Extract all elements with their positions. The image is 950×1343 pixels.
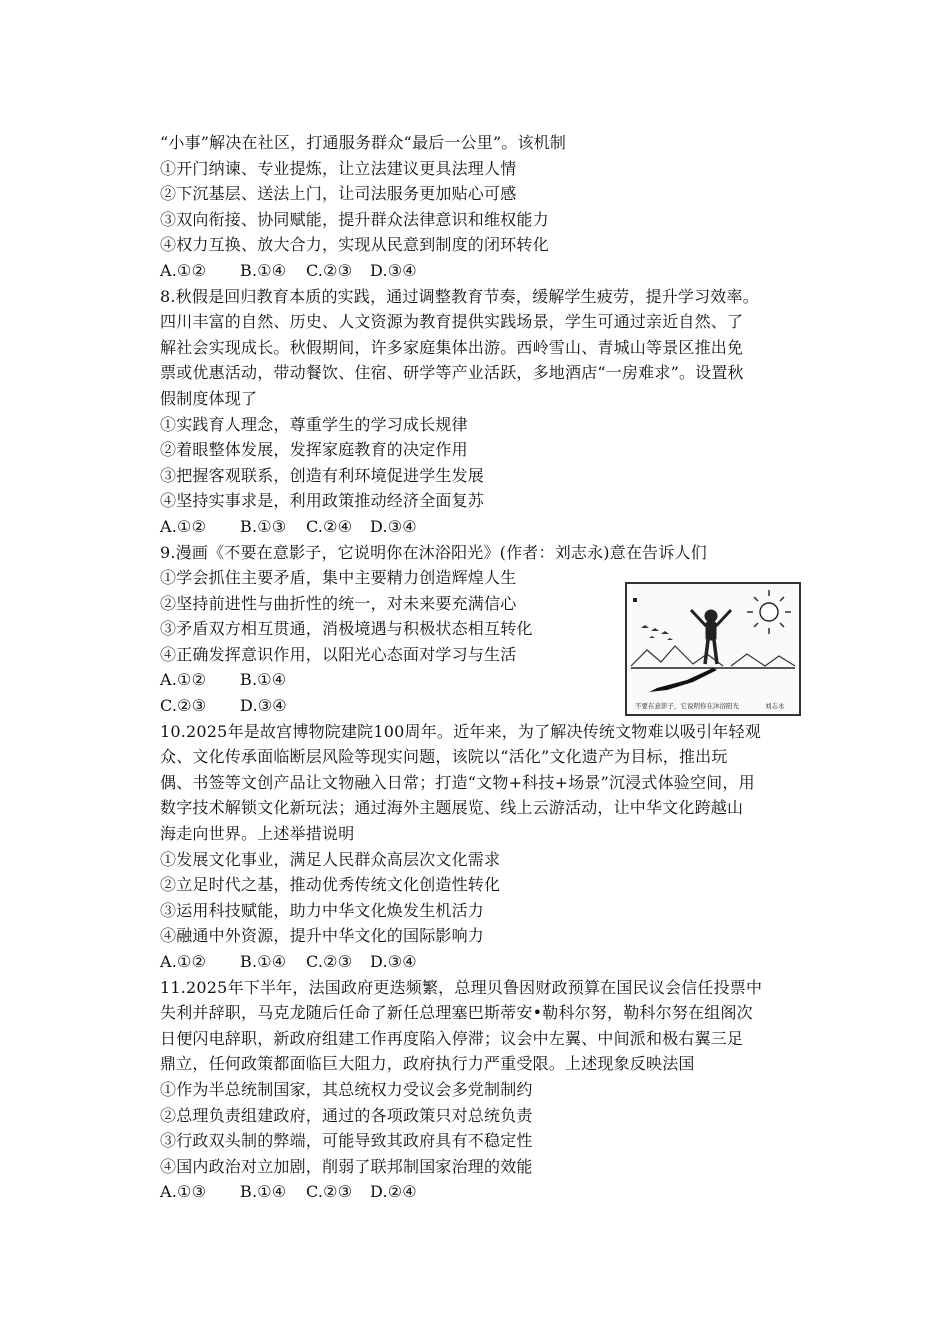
answer-b: B.①④: [240, 260, 287, 280]
question-8-stem-line: 解社会实现成长。秋假期间，许多家庭集体出游。西岭雪山、青城山等景区推出免: [160, 337, 744, 357]
question-11-stem-line: 日便闪电辞职，新政府组建工作再度陷入停滞；议会中左翼、中间派和极右翼三足: [160, 1028, 744, 1048]
cartoon-author: 刘志永: [765, 701, 785, 710]
option-4: ④正确发挥意识作用，以阳光心态面对学习与生活: [160, 644, 517, 664]
answer-c: C.②③: [160, 696, 207, 716]
question-10-stem-line: 偶、书签等文创产品让文物融入日常；打造“文物+科技+场景”沉浸式体验空间，用: [160, 772, 755, 792]
answer-d: D.③④: [370, 516, 417, 536]
answer-a: A.①②: [160, 516, 207, 536]
option-2: ②坚持前进性与曲折性的统一，对未来要充满信心: [160, 593, 517, 613]
question-8-stem-line: 票或优惠活动，带动餐饮、住宿、研学等产业活跃，多地酒店“一房难求”。设置秋: [160, 363, 744, 383]
answer-d: D.③④: [240, 696, 287, 716]
answer-choices: [160, 514, 850, 540]
question-7: [160, 130, 850, 284]
answer-choices: [160, 949, 850, 975]
question-10-stem-line: 众、文化传承面临断层风险等现实问题，该院以“活化”文化遗产为目标，推出玩: [160, 747, 728, 767]
answer-c: C.②③: [306, 952, 353, 971]
option-4: ④国内政治对立加剧，削弱了联邦制国家治理的效能: [160, 1156, 533, 1176]
question-7-intro: “小事”解决在社区，打通服务群众“最后一公里”。该机制: [160, 133, 567, 152]
option-3: ③把握客观联系，创造有利环境促进学生发展: [160, 465, 485, 485]
question-10-stem-line: 10.2025年是故宫博物院建院100周年。近年来，为了解决传统文物难以吸引年轻观: [160, 721, 761, 741]
option-3: ③双向衔接、协同赋能，提升群众法律意识和维权能力: [160, 209, 549, 229]
answer-b: B.①④: [240, 952, 287, 971]
option-2: ②总理负责组建政府，通过的各项政策只对总统负责: [160, 1105, 533, 1125]
answer-d: D.③④: [370, 952, 417, 971]
question-11-stem-line: 失利并辞职，马克龙随后任命了新任总理塞巴斯蒂安•勒科尔努，勒科尔努在组阁次: [160, 1003, 753, 1023]
question-8-stem-line: 假制度体现了: [160, 388, 258, 408]
answer-c: C.②③: [306, 260, 353, 280]
option-3: ③矛盾双方相互贯通，消极境遇与积极状态相互转化: [160, 619, 533, 639]
answer-choices: [160, 1179, 850, 1205]
option-3: ③行政双头制的弊端，可能导致其政府具有不稳定性: [160, 1131, 533, 1151]
question-11-stem-line: 鼎立，任何政策都面临巨大阻力，政府执行力严重受限。上述现象反映法国: [160, 1054, 695, 1074]
option-1: ①实践育人理念，尊重学生的学习成长规律: [160, 414, 468, 434]
answer-a: A.①②: [160, 670, 207, 690]
option-2: ②下沉基层、送法上门，让司法服务更加贴心可感: [160, 184, 517, 204]
question-9: [160, 540, 850, 719]
question-10: [160, 719, 850, 975]
option-1: ①学会抓住主要矛盾，集中主要精力创造辉煌人生: [160, 568, 517, 588]
question-8-stem-line: 8.秋假是回归教育本质的实践，通过调整教育节奏，缓解学生疲劳，提升学习效率。: [160, 286, 759, 306]
option-2: ②着眼整体发展，发挥家庭教育的决定作用: [160, 440, 468, 460]
option-1: ①发展文化事业，满足人民群众高层次文化需求: [160, 849, 501, 869]
option-4: ④坚持实事求是，利用政策推动经济全面复苏: [160, 491, 485, 511]
option-2: ②立足时代之基，推动优秀传统文化创造性转化: [160, 875, 501, 895]
cartoon-image: [625, 582, 801, 716]
question-8: [160, 284, 850, 540]
answer-a: A.①③: [160, 1182, 207, 1202]
option-4: ④权力互换、放大合力，实现从民意到制度的闭环转化: [160, 235, 549, 255]
answer-d: D.②④: [370, 1182, 417, 1202]
cartoon-drawing: [627, 584, 799, 714]
answer-a: A.①②: [160, 952, 207, 971]
answer-a: A.①②: [160, 260, 207, 280]
answer-c: C.②④: [306, 516, 353, 536]
option-1: ①开门纳谏、专业提炼，让立法建议更具法理人情: [160, 158, 517, 178]
option-1: ①作为半总统制国家，其总统权力受议会多党制制约: [160, 1079, 533, 1099]
question-10-stem-line: 海走向世界。上述举措说明: [160, 824, 355, 844]
question-10-stem-line: 数字技术解锁文化新玩法；通过海外主题展览、线上云游活动，让中华文化跨越山: [160, 798, 744, 818]
question-8-stem-line: 四川丰富的自然、历史、人文资源为教育提供实践场景，学生可通过亲近自然、了: [160, 312, 744, 332]
answer-b: B.①③: [240, 516, 287, 536]
answer-c: C.②③: [306, 1182, 353, 1202]
answer-d: D.③④: [370, 260, 417, 280]
question-11-stem-line: 11.2025年下半年，法国政府更迭频繁，总理贝鲁因财政预算在国民议会信任投票中: [160, 977, 763, 997]
option-3: ③运用科技赋能，助力中华文化焕发生机活力: [160, 900, 485, 920]
cartoon-caption: 不要在意影子，它说明你在沐浴阳光: [635, 701, 739, 710]
option-4: ④融通中外资源，提升中华文化的国际影响力: [160, 926, 485, 946]
answer-b: B.①④: [240, 670, 287, 690]
question-11: [160, 975, 850, 1205]
answer-b: B.①④: [240, 1182, 287, 1202]
exam-page: [160, 130, 850, 1205]
question-9-stem: 9.漫画《不要在意影子，它说明你在沐浴阳光》(作者：刘志永)意在告诉人们: [160, 542, 707, 562]
answer-choices: [160, 258, 850, 284]
